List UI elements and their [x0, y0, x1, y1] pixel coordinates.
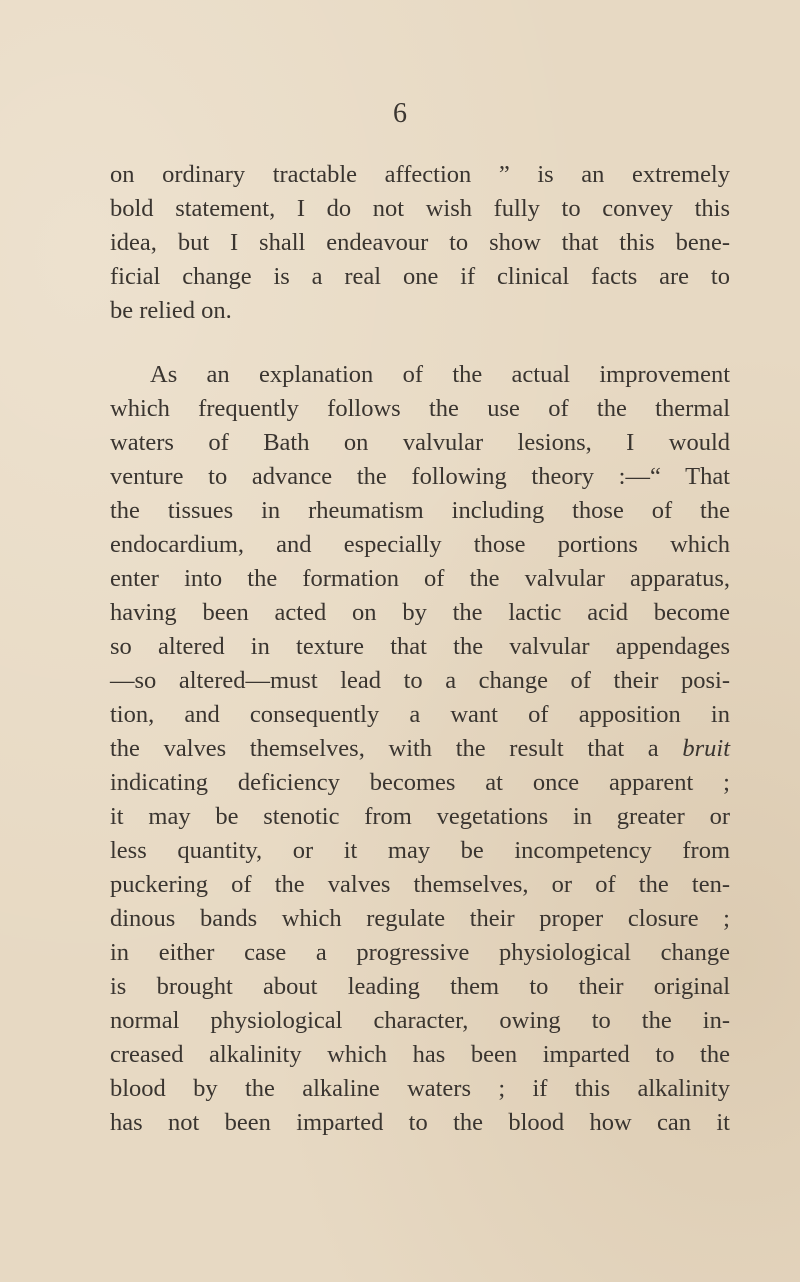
text-line-18: indicating deficiency becomes at once apparent ;: [110, 769, 730, 796]
text-line-23: in either case a progressive physiological change: [110, 939, 730, 966]
text-line-16: tion, and consequently a want of apposition in: [110, 701, 730, 728]
italic-word-bruit: bruit: [682, 735, 731, 762]
text-line-17: [110, 732, 730, 766]
page-number: 6: [393, 98, 407, 129]
text-line-4: ficial change is a real one if clinical facts are to: [110, 263, 730, 290]
text-line-8: waters of Bath on valvular lesions, I would: [110, 429, 730, 456]
text-line-12: enter into the formation of the valvular apparatus,: [110, 565, 730, 592]
text-line-5: be relied on.: [110, 297, 232, 324]
text-line-21: puckering of the valves themselves, or of the ten-: [110, 871, 730, 898]
text-line-1: on ordinary tractable affection ” is an extremely: [110, 161, 730, 188]
text-line-17-main: the valves themselves, with the result that a: [110, 735, 659, 762]
text-line-26: creased alkalinity which has been imparted to the: [110, 1041, 730, 1068]
text-line-19: it may be stenotic from vegetations in greater or: [110, 803, 730, 830]
text-line-2: bold statement, I do not wish fully to convey this: [110, 195, 730, 222]
text-line-28: has not been imparted to the blood how can it: [110, 1109, 730, 1136]
text-line-14: so altered in texture that the valvular appendages: [110, 633, 730, 660]
text-line-3: idea, but I shall endeavour to show that this bene-: [110, 229, 730, 256]
text-line-25: normal physiological character, owing to the in-: [110, 1007, 730, 1034]
text-line-7: which frequently follows the use of the thermal: [110, 395, 730, 422]
text-line-11: endocardium, and especially those portions which: [110, 531, 730, 558]
text-line-9: venture to advance the following theory :—“ That: [110, 463, 730, 490]
text-line-20: less quantity, or it may be incompetency from: [110, 837, 730, 864]
text-line-6: As an explanation of the actual improvement: [150, 361, 730, 388]
text-line-24: is brought about leading them to their original: [110, 973, 730, 1000]
text-line-22: dinous bands which regulate their proper closure ;: [110, 905, 730, 932]
text-line-27: blood by the alkaline waters ; if this alkalinity: [110, 1075, 730, 1102]
text-line-13: having been acted on by the lactic acid become: [110, 599, 730, 626]
text-line-15: —so altered—must lead to a change of their posi-: [110, 667, 730, 694]
text-line-10: the tissues in rheumatism including those of the: [110, 497, 730, 524]
